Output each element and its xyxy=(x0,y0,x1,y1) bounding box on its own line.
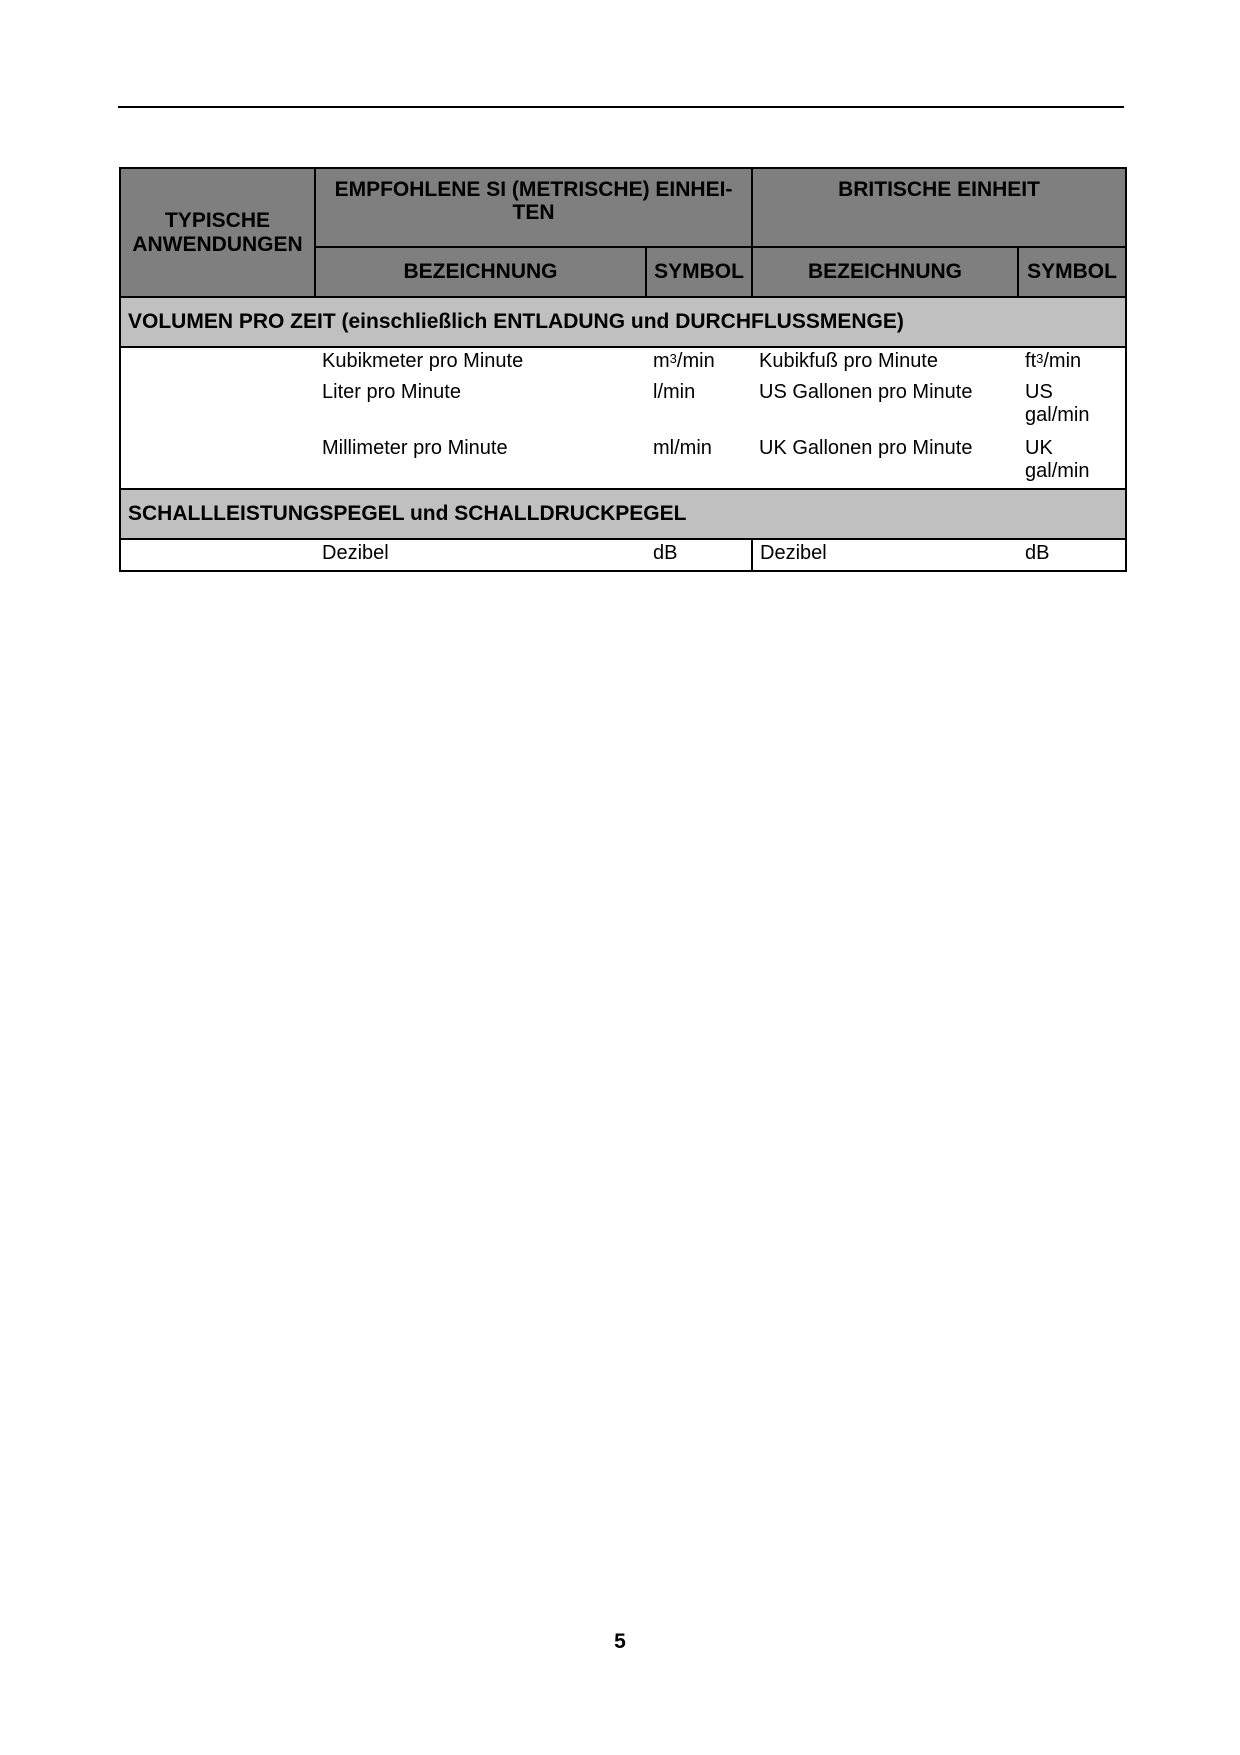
section-title-volume: VOLUMEN PRO ZEIT (einschließlich ENTLADUNG und DURCHFLUSSMENGE) xyxy=(120,297,1126,347)
british-symbol-line-1: US xyxy=(1025,381,1053,403)
si-symbol-cell: ml/min xyxy=(646,437,752,489)
si-name-cell: Kubikmeter pro Minute xyxy=(322,350,524,372)
si-symbol-exponent: 3 xyxy=(669,351,677,366)
si-symbol-rest: /min xyxy=(676,350,715,372)
si-name-cell: Millimeter pro Minute xyxy=(315,437,646,489)
british-symbol-line-2: gal/min xyxy=(1025,404,1090,426)
applications-cell xyxy=(120,381,315,437)
header-typical-applications: TYPISCHE ANWENDUNGEN xyxy=(120,168,315,297)
section-row xyxy=(120,297,1126,347)
si-symbol-cell xyxy=(646,347,752,381)
applications-cell xyxy=(120,437,315,489)
british-symbol-line-1: UK xyxy=(1025,437,1053,459)
header-british-units: BRITISCHE EINHEIT xyxy=(752,168,1126,247)
header-si-units: EMPFOHLENE SI (METRISCHE) EINHEI-TEN xyxy=(315,168,752,247)
header-british-name: BEZEICHNUNG xyxy=(752,247,1018,297)
british-name-cell: UK Gallonen pro Minute xyxy=(752,437,1018,489)
applications-cell xyxy=(120,347,315,381)
units-table xyxy=(119,167,1127,572)
british-symbol-cell xyxy=(1018,347,1126,381)
si-symbol-cell: dB xyxy=(646,539,752,571)
si-symbol-cell: l/min xyxy=(653,381,696,403)
applications-cell xyxy=(120,539,315,571)
table-row xyxy=(120,381,1126,437)
british-symbol-cell: dB xyxy=(1018,539,1126,571)
table-row xyxy=(120,437,1126,489)
section-row xyxy=(120,489,1126,539)
british-symbol-cell xyxy=(1018,381,1126,437)
si-name-cell: Liter pro Minute xyxy=(322,381,461,403)
si-symbol-base: m xyxy=(653,350,670,372)
header-si-symbol: SYMBOL xyxy=(646,247,752,297)
page-number: 5 xyxy=(614,1630,626,1653)
british-symbol-exponent: 3 xyxy=(1036,351,1044,366)
british-name-cell: Dezibel xyxy=(752,539,1018,571)
table-row xyxy=(120,347,1126,381)
header-si-name: BEZEICHNUNG xyxy=(315,247,646,297)
section-title-sound: SCHALLLEISTUNGSPEGEL und SCHALLDRUCKPEGEL xyxy=(120,489,1126,539)
british-symbol-cell xyxy=(1018,437,1126,489)
si-name-cell: Dezibel xyxy=(315,539,646,571)
british-symbol-line-2: gal/min xyxy=(1025,460,1090,482)
table-row xyxy=(120,539,1126,571)
british-symbol-base: ft xyxy=(1025,350,1037,372)
british-symbol-rest: /min xyxy=(1043,350,1082,372)
top-rule xyxy=(118,106,1124,108)
header-row-1 xyxy=(120,168,1126,247)
header-british-symbol: SYMBOL xyxy=(1018,247,1126,297)
british-name-cell: US Gallonen pro Minute xyxy=(759,381,973,403)
british-name-cell: Kubikfuß pro Minute xyxy=(759,350,938,372)
